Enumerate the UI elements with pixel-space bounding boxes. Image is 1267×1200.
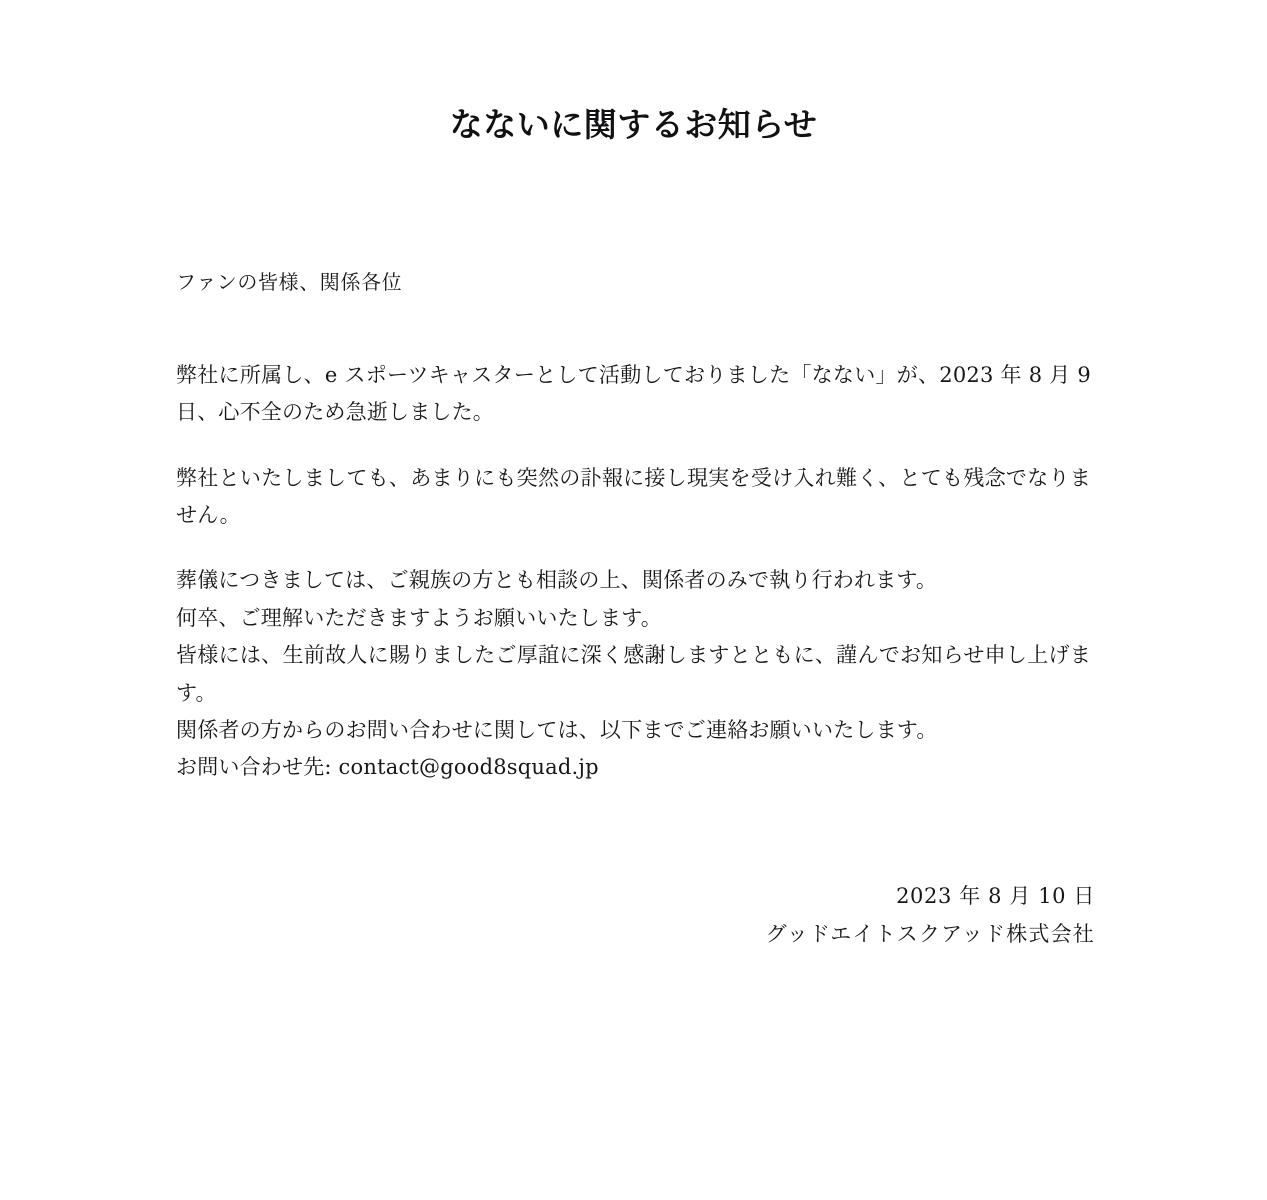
salutation: ファンの皆様、関係各位 xyxy=(176,269,403,294)
paragraph-gratitude: 皆様には、生前故人に賜りましたご厚誼に深く感謝しますとともに、謹んでお知らせ申し上げます。 xyxy=(176,643,1091,705)
contact-address: お問い合わせ先: contact@good8squad.jp xyxy=(176,755,599,780)
signature-company: グッドエイトスクアッド株式会社 xyxy=(765,922,1095,947)
paragraph-announcement: 弊社に所属し、e スポーツキャスターとして活動しておりました「なない」が、2023 年 8 月 9 日、心不全のため急逝しました。 xyxy=(176,362,1091,425)
document-body xyxy=(176,265,1091,787)
contact-intro: 関係者の方からのお問い合わせに関しては、以下までご連絡お願いいたします。 xyxy=(176,717,938,742)
paragraph-condolence: 弊社といたしましても、あまりにも突然の訃報に接し現実を受け入れ難く、とても残念でなりません。 xyxy=(176,465,1091,528)
paragraph-funeral: 葬儀につきましては、ご親族の方とも相談の上、関係者のみで執り行われます。 xyxy=(176,568,938,593)
paragraph-understanding: 何卒、ご理解いただきますようお願いいたします。 xyxy=(176,605,662,630)
signature-date: 2023 年 8 月 10 日 xyxy=(896,883,1095,908)
signature-block xyxy=(0,877,1267,955)
page-title: なないに関するお知らせ xyxy=(449,105,818,144)
